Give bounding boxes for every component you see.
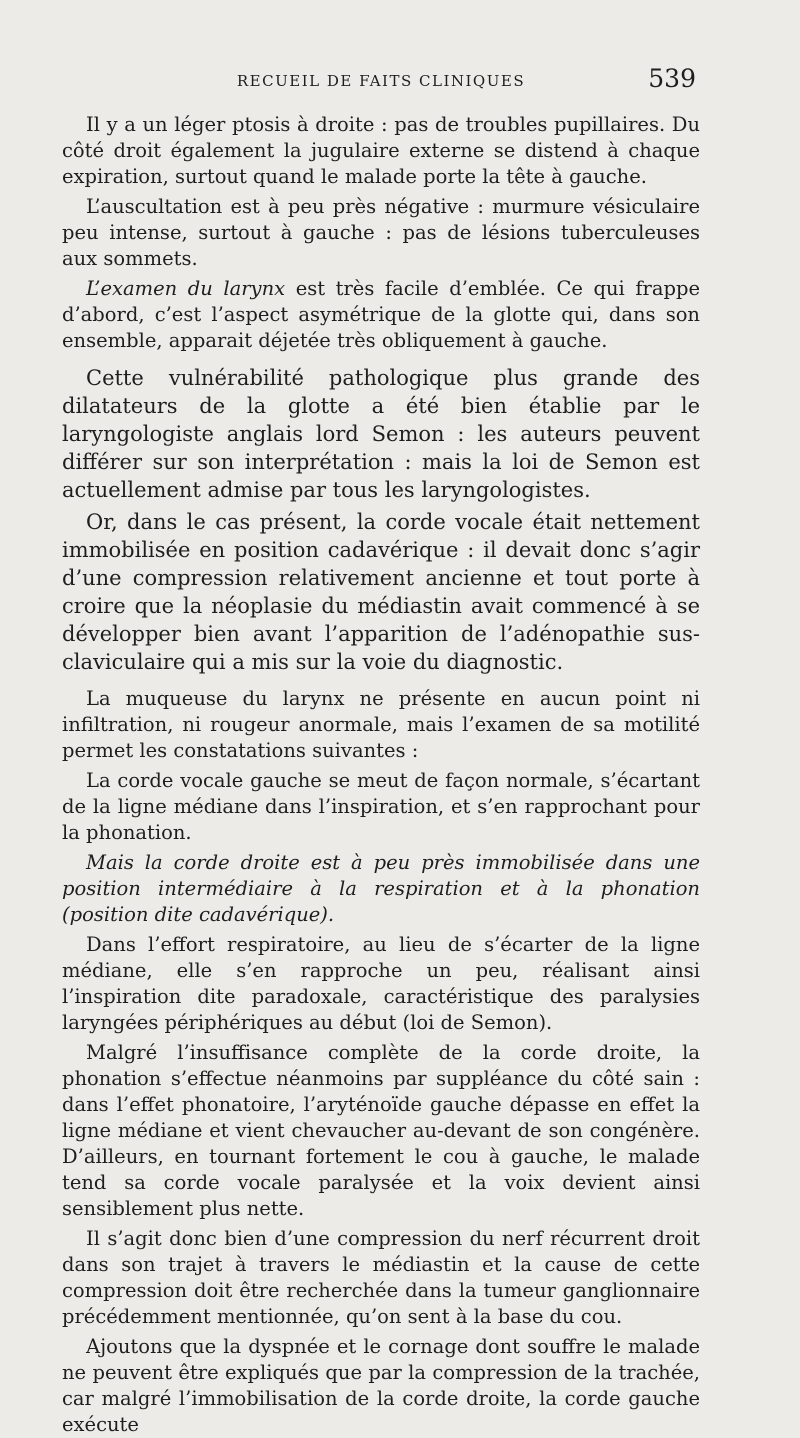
paragraph-left-cord: La corde vocale gauche se meut de façon normale, s’écartant de la ligne médiane dans l’inspiration, et s’en rapprochant pour la phonation. bbox=[62, 769, 700, 844]
page-header bbox=[62, 64, 700, 104]
paragraph-auscultation: L’auscultation est à peu près négative : murmure vésiculaire peu intense, surtout à gauche : pas de lésions tuberculeuses aux sommets. bbox=[62, 195, 700, 270]
page-body bbox=[62, 112, 700, 1438]
italic-right-cord: Mais la corde droite est à peu près immobilisée dans une position intermédiaire à la respiration et à la phonation (position dite cadavérique). bbox=[62, 851, 700, 926]
paragraph-ptosis: Il y a un léger ptosis à droite : pas de troubles pupillaires. Du côté droit également la jugulaire externe se distend à chaque expiration, surtout quand le malade porte la tête à gauche. bbox=[62, 113, 700, 188]
paragraph-larynx-exam bbox=[62, 276, 700, 354]
paragraph-phonation: Malgré l’insuffisance complète de la corde droite, la phonation s’effectue néanmoins par suppléance du côté sain : dans l’effet phonatoire, l’aryténoïde gauche dépasse en effet la ligne médiane et vient chevaucher au-devant de son congénère. D’ailleurs, en tournant fortement le cou à gauche, le malade tend sa corde vocale paralysée et la voix devient ainsi sensiblement plus nette. bbox=[62, 1041, 700, 1220]
paragraph-mucosa: La muqueuse du larynx ne présente en aucun point ni infiltration, ni rougeur anormale, mais l’examen de sa motilité permet les constatations suivantes : bbox=[62, 687, 700, 762]
paragraph-recurrent-nerve: Il s’agit donc bien d’une compression du nerf récurrent droit dans son trajet à travers le médiastin et la cause de cette compression doit être recherchée dans la tumeur ganglionnaire précédemment mentionnée, qu’on sent à la base du cou. bbox=[62, 1227, 700, 1328]
italic-larynx-exam: L’examen du larynx bbox=[86, 277, 286, 300]
paragraph-dyspnea: Ajoutons que la dyspnée et le cornage dont souffre le malade ne peuvent être expliqués que par la compression de la trachée, car malgré l’immobilisation de la corde droite, la corde gauche exécute bbox=[62, 1335, 700, 1436]
paragraph-present-case: Or, dans le cas présent, la corde vocale était nettement immobilisée en position cadavérique : il devait donc s’agir d’une compression relativement ancienne et tout porte à croire que la néoplasie du médiastin avait commencé à se développer bien avant l’apparition de l’adénopathie sus-claviculaire qui a mis sur la voie du diagnostic. bbox=[62, 510, 700, 674]
paragraph-semon: Cette vulnérabilité pathologique plus grande des dilatateurs de la glotte a été bien établie par le laryngologiste anglais lord Semon : les auteurs peuvent différer sur son interprétation : mais la loi de Semon est actuellement admise par tous les laryngologistes. bbox=[62, 366, 700, 502]
larynx-exam-text: est très facile d’emblée. Ce qui frappe d’abord, c’est l’aspect asymétrique de la glotte qui, dans son ensemble, apparait déjetée très obliquement à gauche. bbox=[62, 277, 701, 352]
paragraph-respiratory-effort: Dans l’effort respiratoire, au lieu de s’écarter de la ligne médiane, elle s’en rapproche un peu, réalisant ainsi l’inspiration dite paradoxale, caractéristique des paralysies laryngées périphériques au début (loi de Semon). bbox=[62, 933, 700, 1034]
page-number: 539 bbox=[648, 64, 696, 93]
running-title: RECUEIL DE FAITS CLINIQUES bbox=[236, 72, 526, 90]
paragraph-right-cord bbox=[62, 850, 700, 928]
